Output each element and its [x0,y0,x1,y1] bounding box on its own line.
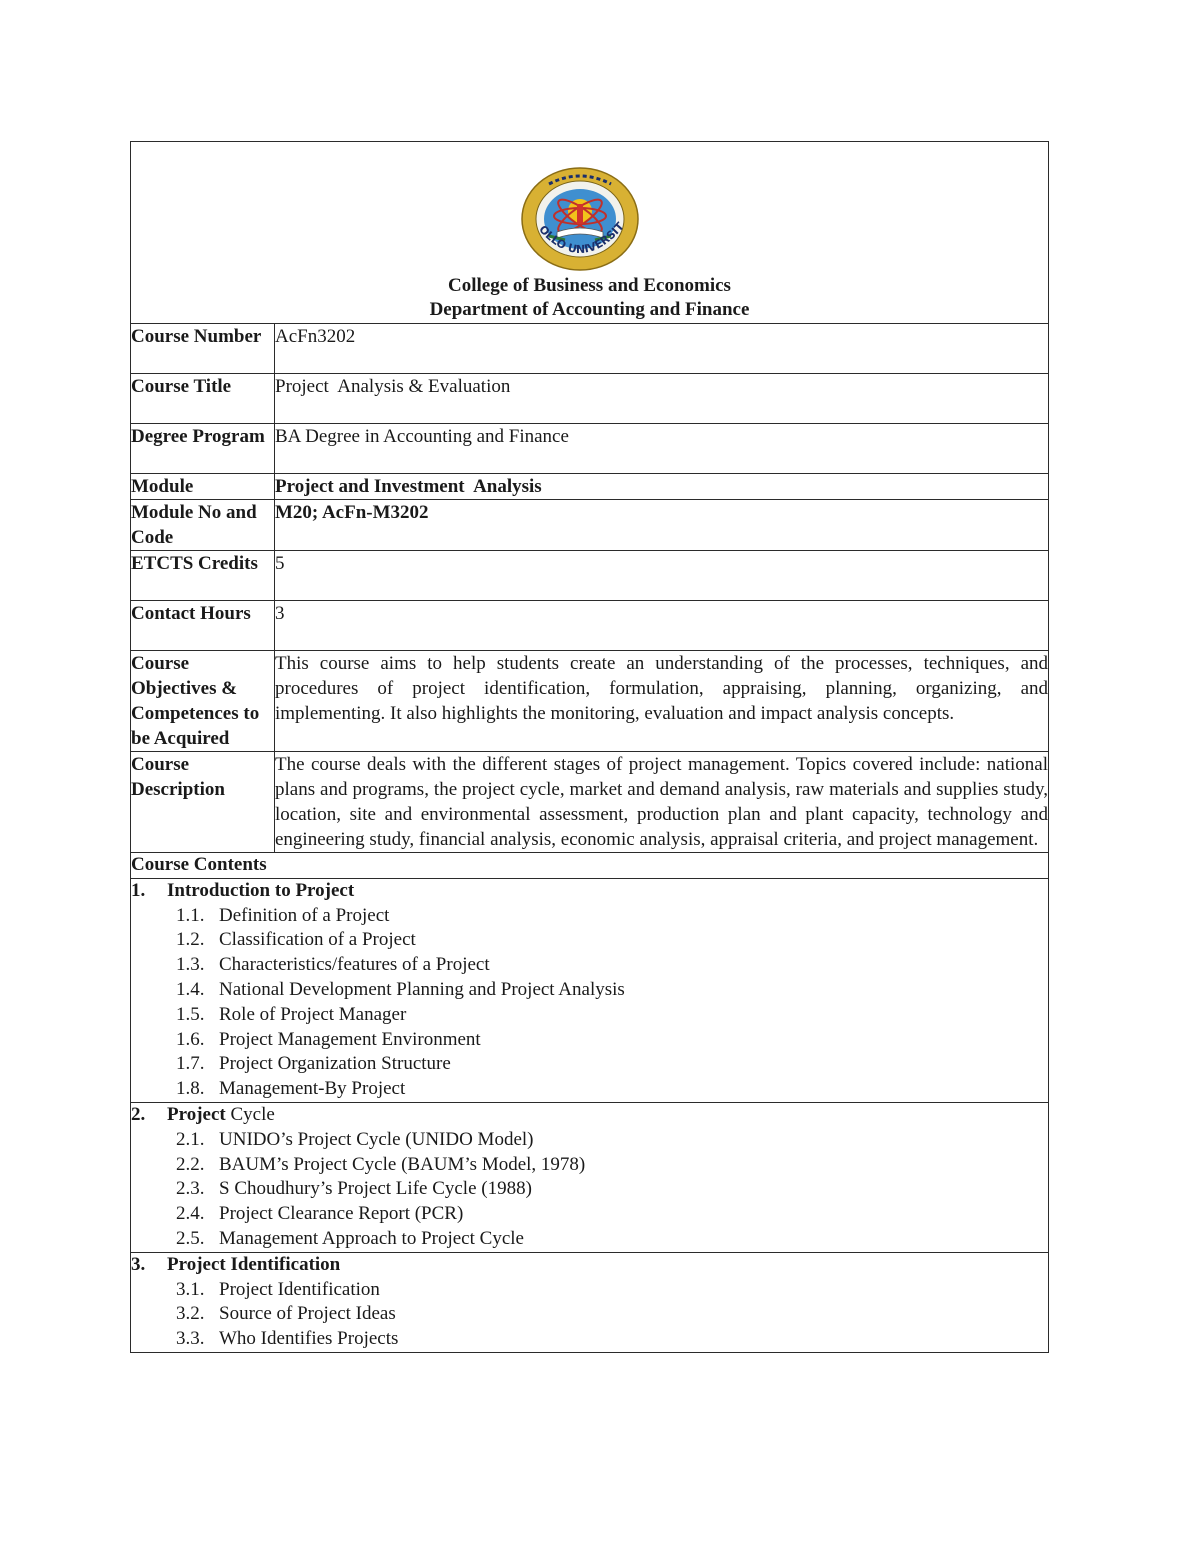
module-label: Module [131,474,275,500]
item-text: Management-By Project [219,1078,406,1100]
description-value: The course deals with the different stages of project management. Topics covered include: national plans and programs, the project cycle, market and demand analysis, raw materials and supplies study, location, site and environmental assessment, production plan and plant capacity, technology and engineering study, financial analysis, economic analysis, appraisal criteria, and project management. [275,752,1049,853]
list-item [131,1327,1048,1352]
list-item [131,1153,1048,1178]
row-description [131,752,1049,853]
item-number: 2.2. [176,1153,205,1175]
item-number: 3.2. [176,1303,205,1325]
list-item [131,1003,1048,1028]
item-number: 1.8. [176,1078,205,1100]
course-outline-sheet [130,141,1048,1353]
row-module [131,474,1049,500]
item-text: S Choudhury’s Project Life Cycle (1988) [219,1178,532,1200]
row-contact-hours [131,601,1049,651]
row-course-number [131,324,1049,374]
item-number: 3.3. [176,1328,205,1350]
item-number: 3.1. [176,1278,205,1300]
description-label: Course Description [131,752,275,853]
list-item [131,1077,1048,1102]
section-number: 2. [131,1103,146,1125]
item-text: UNIDO’s Project Cycle (UNIDO Model) [219,1128,534,1150]
row-course-title [131,374,1049,424]
section-1 [131,878,1049,1102]
item-text: Project Management Environment [219,1028,481,1050]
item-number: 1.6. [176,1028,205,1050]
section-2 [131,1102,1049,1252]
list-item [131,928,1048,953]
row-module-no [131,500,1049,551]
course-title-label: Course Title [131,374,275,424]
section-title-text: Project [167,1103,226,1125]
section-title [131,1253,1048,1278]
item-number: 1.3. [176,954,205,976]
module-value: Project and Investment Analysis [275,474,1049,500]
list-item [131,1202,1048,1227]
contact-hours-label: Contact Hours [131,601,275,651]
section-2-cell [131,1102,1049,1252]
item-number: 1.5. [176,1003,205,1025]
list-item [131,1278,1048,1303]
item-number: 2.5. [176,1227,205,1249]
item-number: 1.4. [176,978,205,1000]
row-objectives [131,651,1049,752]
item-text: Role of Project Manager [219,1003,407,1025]
college-name: College of Business and Economics [448,275,731,296]
header-text [131,274,1048,322]
section-number: 1. [131,879,146,901]
item-text: Definition of a Project [219,904,390,926]
section-number: 3. [131,1253,146,1275]
header-row [131,142,1049,324]
etcts-label: ETCTS Credits [131,551,275,601]
item-text: National Development Planning and Project Analysis [219,978,625,1000]
list-item [131,1028,1048,1053]
objectives-label: Course Objectives & Competences to be Acquired [131,651,275,752]
list-item [131,1177,1048,1202]
degree-program-value: BA Degree in Accounting and Finance [275,424,1049,474]
module-no-value: M20; AcFn-M3202 [275,500,1049,551]
section-title [131,879,1048,904]
degree-program-label: Degree Program [131,424,275,474]
row-course-contents [131,853,1049,879]
section-title-text: Introduction to Project [167,879,355,901]
row-etcts-credits [131,551,1049,601]
item-text: Project Organization Structure [219,1053,451,1075]
item-text: Project Clearance Report (PCR) [219,1203,464,1225]
item-text: BAUM’s Project Cycle (BAUM’s Model, 1978) [219,1153,586,1175]
module-no-label: Module No and Code [131,500,275,551]
course-title-value: Project Analysis & Evaluation [275,374,1049,424]
university-seal-logo [519,166,641,274]
list-item [131,1302,1048,1327]
section-3 [131,1252,1049,1352]
item-text: Characteristics/features of a Project [219,954,490,976]
item-number: 1.7. [176,1053,205,1075]
item-text: Project Identification [219,1278,380,1300]
list-item [131,904,1048,929]
course-contents-heading: Course Contents [131,853,1049,879]
section-3-cell [131,1252,1049,1352]
row-degree-program [131,424,1049,474]
item-number: 2.3. [176,1178,205,1200]
section-title-rest: Cycle [225,1103,275,1125]
course-number-label: Course Number [131,324,275,374]
list-item [131,1227,1048,1252]
item-text: Classification of a Project [219,929,416,951]
section-1-cell [131,878,1049,1102]
section-title [131,1103,1048,1128]
list-item [131,1128,1048,1153]
course-table [130,141,1049,1353]
item-number: 2.1. [176,1128,205,1150]
item-text: Management Approach to Project Cycle [219,1227,524,1249]
list-item [131,1052,1048,1077]
objectives-value: This course aims to help students create an understanding of the processes, techniques, and procedures of project identification, formulation, appraising, planning, organizing, and implementing. It also highlights the monitoring, evaluation and impact analysis concepts. [275,651,1049,752]
course-number-value: AcFn3202 [275,324,1049,374]
section-title-text: Project Identification [167,1253,341,1275]
svg-text:WOLLO UNIVERSITY: OLLO UNIVERSIT [536,219,627,257]
item-text: Source of Project Ideas [219,1303,396,1325]
item-text: Who Identifies Projects [219,1328,399,1350]
list-item [131,953,1048,978]
etcts-value: 5 [275,551,1049,601]
item-number: 1.1. [176,904,205,926]
list-item [131,978,1048,1003]
item-number: 1.2. [176,929,205,951]
contact-hours-value: 3 [275,601,1049,651]
department-name: Department of Accounting and Finance [429,299,750,320]
header-cell [131,142,1049,324]
item-number: 2.4. [176,1203,205,1225]
